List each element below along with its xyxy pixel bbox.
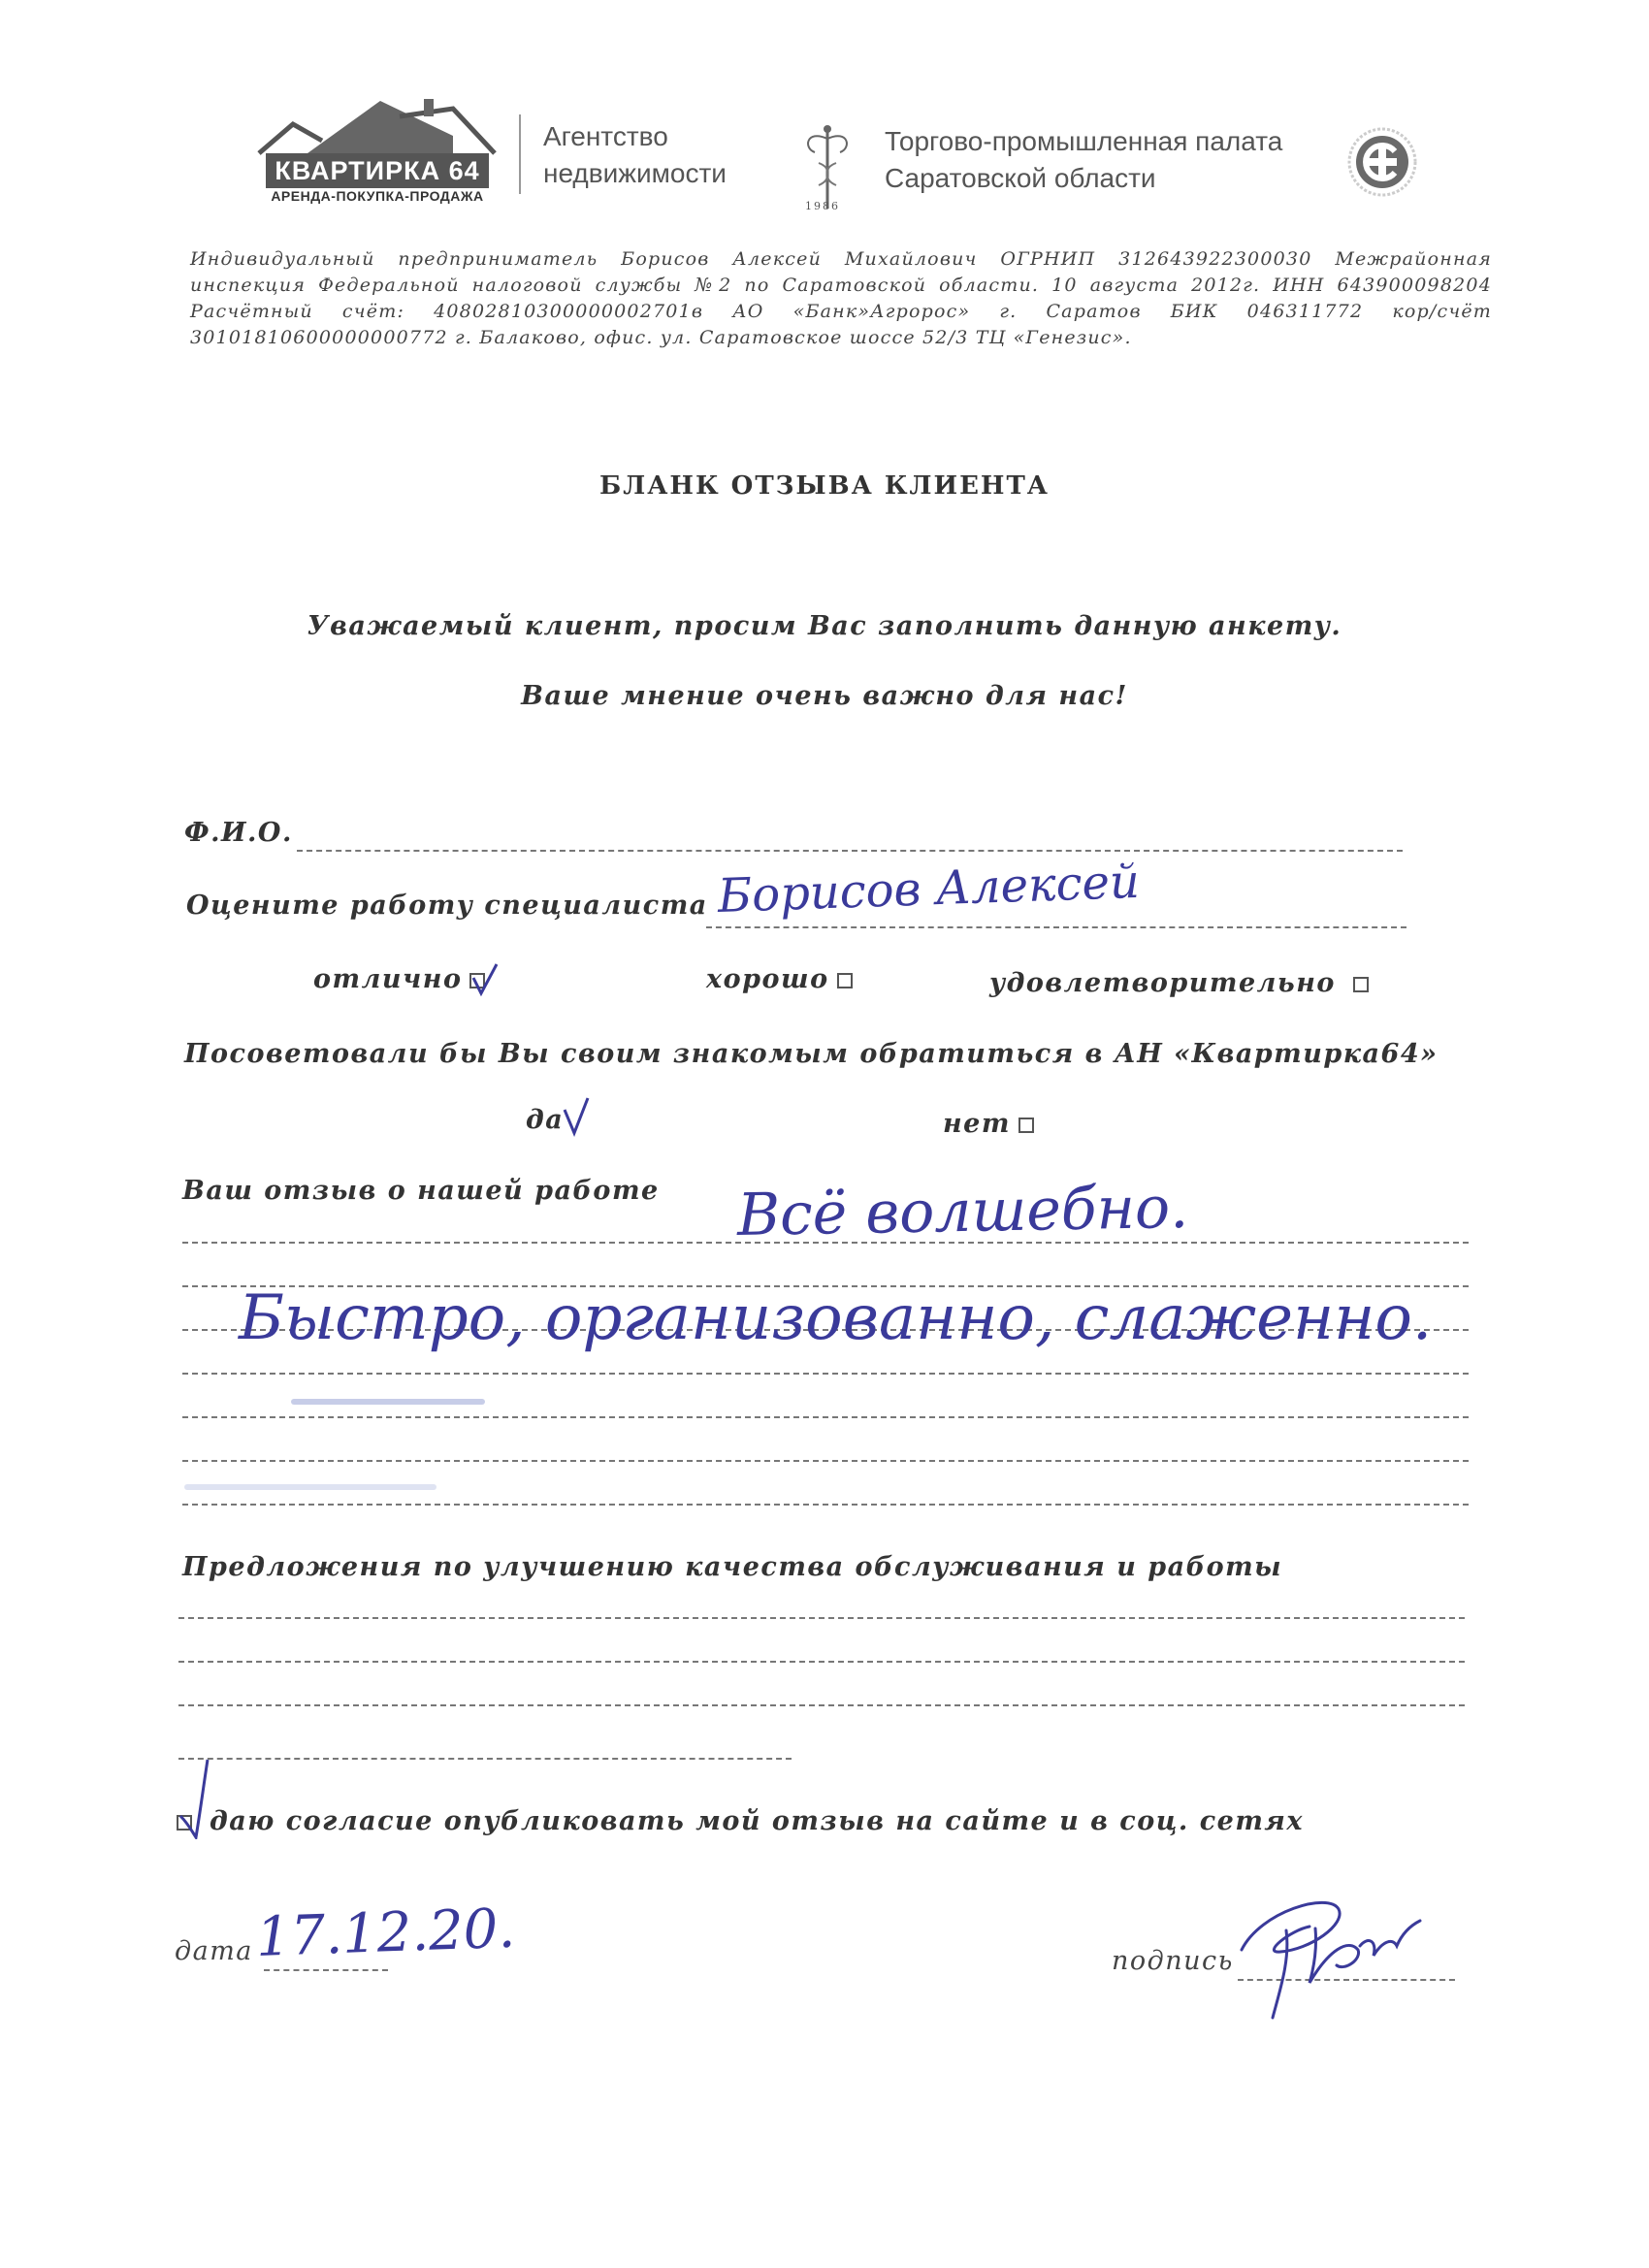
handwritten-signature-icon bbox=[1222, 1882, 1436, 2027]
option-excellent[interactable]: отлично bbox=[313, 964, 485, 994]
signature-label: подпись bbox=[1112, 1946, 1234, 1976]
fio-label: Ф.И.О. bbox=[184, 818, 293, 848]
option-good[interactable]: хорошо bbox=[706, 964, 853, 994]
date-label: дата bbox=[175, 1936, 253, 1966]
option-yes[interactable]: да bbox=[526, 1105, 565, 1135]
chamber-label: Торгово-промышленная палата Саратовской области bbox=[885, 126, 1283, 193]
form-title: БЛАНК ОТЗЫВА КЛИЕНТА bbox=[599, 471, 1050, 501]
chamber-year: 1986 bbox=[805, 200, 840, 212]
specialist-handwritten-value: Борисов Алексей bbox=[717, 854, 1141, 923]
logo-tagline: АРЕНДА-ПОКУПКА-ПРОДАЖА bbox=[271, 188, 484, 204]
option-satisfactory[interactable]: удовлетворительно bbox=[989, 968, 1369, 998]
agency-label: Агентство недвижимости bbox=[543, 121, 727, 188]
review-handwritten-line2: Быстро, организованно, слаженно. bbox=[239, 1282, 1433, 1354]
option-no[interactable]: нет bbox=[943, 1109, 1034, 1139]
review-line[interactable] bbox=[182, 1416, 1469, 1418]
fio-input-line[interactable] bbox=[297, 850, 1403, 852]
specialist-input-line[interactable] bbox=[706, 926, 1406, 928]
header-divider bbox=[519, 114, 521, 194]
yes-check-mark-icon bbox=[561, 1096, 594, 1139]
logo-name: КВАРТИРКА 64 bbox=[266, 153, 489, 188]
rate-specialist-label: Оцените работу специалиста bbox=[186, 891, 708, 921]
good-checkbox[interactable] bbox=[837, 973, 853, 988]
review-label: Ваш отзыв о нашей работе bbox=[182, 1176, 660, 1206]
no-checkbox[interactable] bbox=[1018, 1118, 1034, 1133]
house-roof-icon bbox=[254, 97, 497, 155]
intro-importance: Ваше мнение очень важно для нас! bbox=[521, 681, 1128, 711]
satisfactory-checkbox[interactable] bbox=[1353, 977, 1369, 992]
suggestions-line[interactable] bbox=[178, 1661, 1465, 1663]
ink-smudge bbox=[184, 1484, 436, 1490]
suggestions-line[interactable] bbox=[178, 1758, 792, 1760]
ink-smudge bbox=[291, 1399, 485, 1405]
suggestions-line[interactable] bbox=[178, 1704, 1465, 1706]
date-handwritten-value: 17.12.20. bbox=[254, 1896, 517, 1969]
review-line[interactable] bbox=[182, 1373, 1469, 1375]
review-line[interactable] bbox=[182, 1460, 1469, 1462]
date-input-line[interactable] bbox=[264, 1969, 388, 1971]
excellent-check-mark-icon bbox=[469, 960, 502, 999]
suggestions-label: Предложения по улучшению качества обслуживания и работы bbox=[182, 1552, 1283, 1582]
consent-text: даю согласие опубликовать мой отзыв на сайте и в соц. сетях bbox=[210, 1806, 1304, 1836]
recommend-question: Посоветовали бы Вы своим знакомым обратиться в АН «Квартирка64» bbox=[184, 1039, 1439, 1069]
review-line[interactable] bbox=[182, 1504, 1469, 1506]
review-handwritten-line1: Всё волшебно. bbox=[736, 1173, 1189, 1249]
intro-request: Уважаемый клиент, просим Вас заполнить данную анкету. bbox=[307, 611, 1342, 641]
chamber-circle-logo-icon bbox=[1346, 126, 1418, 198]
company-logo bbox=[254, 97, 497, 204]
company-requisites: Индивидуальный предприниматель Борисов Алексей Михайлович ОГРНИП 312643922300030 Межрайонная инспекция Федеральной налоговой службы №2 по Саратовской области. 10 августа 2012г. ИНН 643900098204 Расчётный счёт: 40802810300000002701в АО «Банк»Агророс» г. Саратов БИК 046311772 кор/счёт 30101810600000000772 г. Балаково, офис. ул. Саратовское шоссе 52/3 ТЦ «Генезис». bbox=[190, 248, 1492, 348]
suggestions-line[interactable] bbox=[178, 1617, 1465, 1619]
